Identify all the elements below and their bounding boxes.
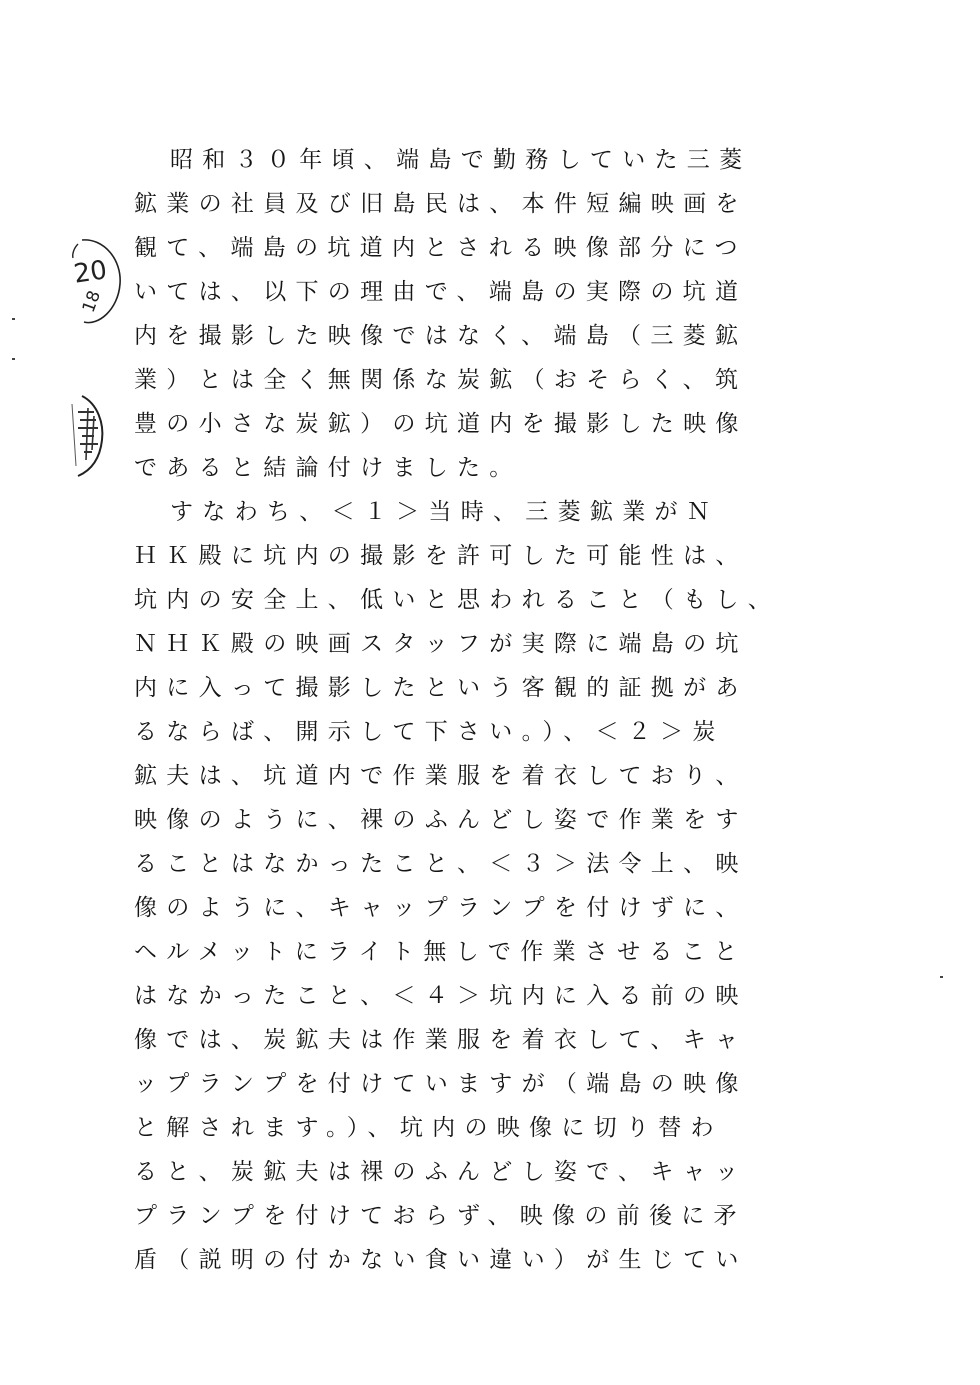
text-line: ＨＫ殿に坑内の撮影を許可した可能性は、	[134, 543, 748, 569]
scan-speck	[12, 358, 15, 360]
text-line: プランプを付けておらず、映像の前後に矛	[134, 1203, 746, 1229]
text-line: 映像のように、裸のふんどし姿で作業をす	[134, 807, 748, 833]
text-line: 昭和３０年頃、端島で勤務していた三菱	[170, 147, 752, 173]
text-line: 盾（説明の付かない食い違い）が生じてい	[134, 1247, 748, 1273]
text-line: いては、以下の理由で、端島の実際の坑道	[134, 279, 748, 305]
text-line: 豊の小さな炭鉱）の坑道内を撮影した映像	[134, 411, 748, 437]
text-line: ヘルメットにライト無しで作業させること	[134, 939, 747, 965]
text-line: ると、炭鉱夫は裸のふんどし姿で、キャッ	[134, 1159, 748, 1185]
text-line: であると結論付けました。	[134, 455, 522, 481]
text-line: 内に入って撮影したという客観的証拠があ	[134, 675, 748, 701]
text-line: はなかったこと、＜４＞坑内に入る前の映	[134, 983, 748, 1009]
text-line: るならば、開示して下さい。）、＜２＞炭	[134, 719, 725, 745]
text-line: 内を撮影した映像ではなく、端島（三菱鉱	[134, 323, 748, 349]
text-line: ることはなかったこと、＜３＞法令上、映	[134, 851, 748, 877]
text-line: ップランプを付けていますが（端島の映像	[134, 1071, 748, 1097]
text-line: すなわち、＜１＞当時、三菱鉱業がＮ	[170, 499, 720, 525]
seal-stamp	[64, 390, 108, 480]
text-line: 観て、端島の坑道内とされる映像部分につ	[134, 235, 747, 261]
stamp-number-top: 20	[71, 255, 109, 290]
text-line: ＮＨＫ殿の映画スタッフが実際に端島の坑	[134, 631, 748, 657]
stamp-number-bottom: 18	[78, 288, 106, 316]
text-line: 坑内の安全上、低いと思われること（もし、	[134, 587, 780, 613]
text-line: 鉱業の社員及び旧島民は、本件短編映画を	[134, 191, 748, 217]
body-text	[134, 138, 854, 1282]
text-line: 鉱夫は、坑道内で作業服を着衣しており、	[134, 763, 748, 789]
page-number-stamp	[64, 218, 130, 338]
scan-speck	[12, 318, 15, 320]
text-line: 像のように、キャップランプを付けずに、	[134, 895, 748, 921]
text-line: 像では、炭鉱夫は作業服を着衣して、キャ	[134, 1027, 748, 1053]
text-line: と解されます。）、坑内の映像に切り替わ	[134, 1115, 723, 1141]
text-line: 業）とは全く無関係な炭鉱（おそらく、筑	[134, 367, 748, 393]
scan-speck	[940, 976, 943, 978]
